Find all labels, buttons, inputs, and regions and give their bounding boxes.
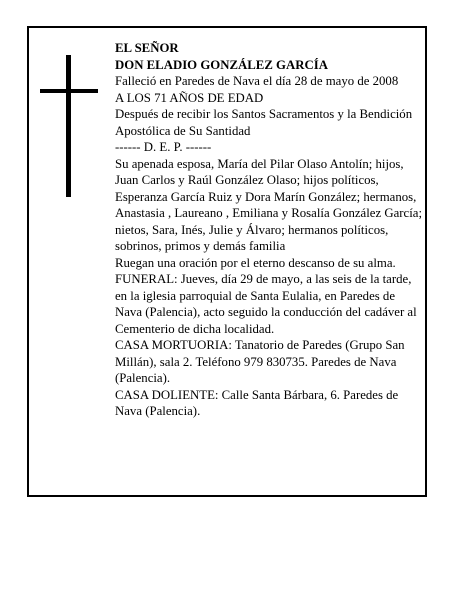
age-line: A LOS 71 AÑOS DE EDAD xyxy=(115,90,264,105)
prayer-line: Ruegan una oración por el eterno descanso de su alma. xyxy=(115,255,396,270)
rip-line: ------ D. E. P. ------ xyxy=(115,140,212,154)
obituary-text xyxy=(115,40,423,420)
obituary-card xyxy=(27,26,427,497)
funeral-paragraph: FUNERAL: Jueves, día 29 de mayo, a las seis de la tarde, en la iglesia parroquial de Santa Eulalia, en Paredes de Nava (Palencia), acto seguido la conducción del cadáver al Cementerio de dicha localidad. xyxy=(115,272,417,336)
mourning-house-paragraph: CASA DOLIENTE: Calle Santa Bárbara, 6. Paredes de Nava (Palencia). xyxy=(115,387,399,418)
death-notice: Falleció en Paredes de Nava el día 28 de mayo de 2008 xyxy=(115,74,399,88)
title-line-1: EL SEÑOR xyxy=(115,41,179,55)
cross-vertical-bar xyxy=(66,55,71,197)
cross-horizontal-bar xyxy=(40,89,98,93)
sacraments-line: Después de recibir los Santos Sacramentos y la Bendición Apostólica de Su Santidad xyxy=(115,107,413,138)
deceased-name: DON ELADIO GONZÁLEZ GARCÍA xyxy=(115,57,328,72)
family-paragraph: Su apenada esposa, María del Pilar Olaso Antolín; hijos, Juan Carlos y Raúl González Olaso; hijos políticos, Esperanza García Ruiz y Dora Marín González; hermanos, Anastasia , Laureano , Emiliana y Rosalía González García; nietos, Sara, Inés, Julie y Álvaro; hermanos políticos, sobrinos, primos y demás familia xyxy=(115,156,423,253)
mortuary-paragraph: CASA MORTUORIA: Tanatorio de Paredes (Grupo San Millán), sala 2. Teléfono 979 830735. Paredes de Nava (Palencia). xyxy=(115,338,405,385)
